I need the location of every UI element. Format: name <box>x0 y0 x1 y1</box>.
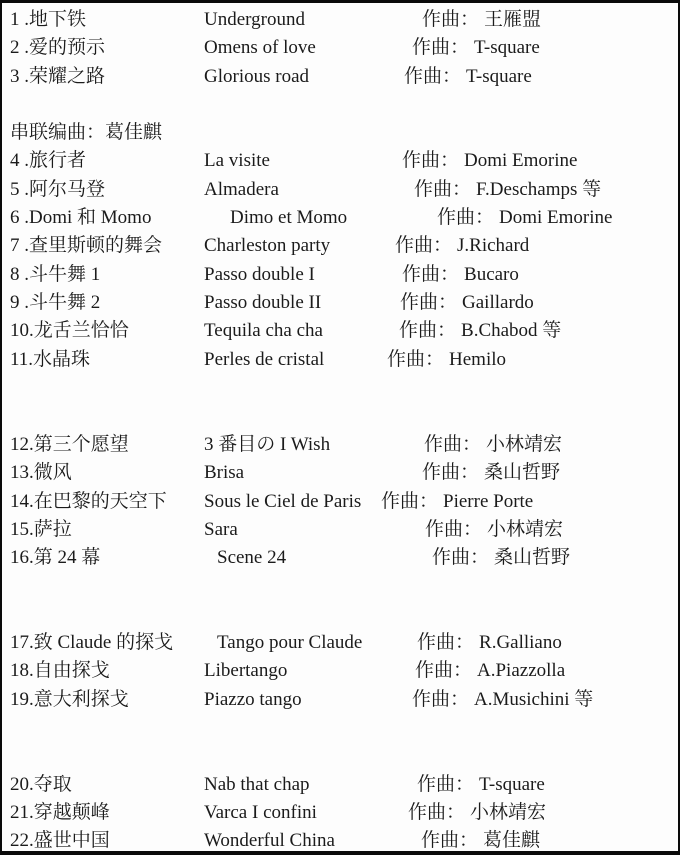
song-number-zh-title: 12.第三个愿望 <box>10 434 129 455</box>
song-row <box>2 176 678 204</box>
song-row <box>2 204 678 232</box>
composer-name: T-square <box>474 37 540 58</box>
song-number-zh-title: 16.第 24 幕 <box>10 547 101 568</box>
song-row <box>2 289 678 317</box>
composer-label: 作曲： <box>402 150 460 171</box>
song-row <box>2 34 678 62</box>
composer-label: 作曲： <box>387 349 445 370</box>
song-row <box>2 488 678 516</box>
composer-name: Domi Emorine <box>464 150 578 171</box>
composer-credit <box>412 34 540 62</box>
composer-label: 作曲： <box>417 774 475 795</box>
song-row <box>2 686 678 714</box>
composer-credit <box>400 289 534 317</box>
song-number-zh-title: 6 .Domi 和 Momo <box>10 207 152 228</box>
composer-name: Hemilo <box>449 349 507 370</box>
song-number-zh-title: 13.微风 <box>10 462 72 483</box>
composer-name: Gaillardo <box>462 292 534 313</box>
song-foreign-title: Charleston party <box>204 235 331 256</box>
song-row <box>2 317 678 345</box>
composer-name: Pierre Porte <box>443 491 534 512</box>
song-foreign-title: Dimo et Momo <box>230 207 348 228</box>
song-foreign-title: Wonderful China <box>204 830 335 851</box>
song-row <box>2 657 678 685</box>
song-number-zh-title: 20.夺取 <box>10 774 72 795</box>
composer-label: 作曲： <box>381 491 439 512</box>
composer-credit <box>414 176 601 204</box>
composer-name: R.Galliano <box>479 632 562 653</box>
composer-label: 作曲： <box>425 519 483 540</box>
composer-credit <box>415 657 565 685</box>
song-row <box>2 63 678 91</box>
song-number-zh-title: 11.水晶珠 <box>10 349 91 370</box>
composer-credit <box>395 232 529 260</box>
composer-label: 作曲： <box>408 802 466 823</box>
arranger-text: 串联编曲：葛佳麒 <box>10 122 163 143</box>
song-number-zh-title: 5 .阿尔马登 <box>10 179 106 200</box>
composer-name: T-square <box>479 774 545 795</box>
song-row <box>2 261 678 289</box>
song-row <box>2 346 678 374</box>
song-number-zh-title: 1 .地下铁 <box>10 9 87 30</box>
song-number-zh-title: 17.致 Claude 的探戈 <box>10 632 174 653</box>
composer-label: 作曲： <box>404 66 462 87</box>
composer-label: 作曲： <box>437 207 495 228</box>
composer-credit <box>404 63 532 91</box>
composer-name: F.Deschamps 等 <box>476 179 602 200</box>
song-foreign-title: Passo double I <box>204 264 315 285</box>
composer-label: 作曲： <box>415 660 473 681</box>
composer-label: 作曲： <box>412 37 470 58</box>
song-number-zh-title: 10.龙舌兰恰恰 <box>10 320 129 341</box>
song-number-zh-title: 22.盛世中国 <box>10 830 110 851</box>
song-foreign-title: Underground <box>204 9 305 30</box>
song-foreign-title: Sara <box>204 519 238 540</box>
song-foreign-title: Glorious road <box>204 66 310 87</box>
composer-name: 王雁盟 <box>484 9 542 30</box>
composer-credit <box>417 629 562 657</box>
composer-label: 作曲： <box>422 462 480 483</box>
composer-label: 作曲： <box>400 292 458 313</box>
song-foreign-title: Nab that chap <box>204 774 310 795</box>
composer-label: 作曲： <box>417 632 475 653</box>
song-foreign-title: Tango pour Claude <box>217 632 363 653</box>
song-foreign-title: Piazzo tango <box>204 689 302 710</box>
song-foreign-title: Tequila cha cha <box>204 320 323 341</box>
song-foreign-title: Passo double II <box>204 292 322 313</box>
composer-name: B.Chabod 等 <box>461 320 562 341</box>
composer-name: A.Musichini 等 <box>474 689 594 710</box>
composer-credit <box>417 771 545 799</box>
song-foreign-title: Perles de cristal <box>204 349 325 370</box>
composer-name: T-square <box>466 66 532 87</box>
composer-name: A.Piazzolla <box>477 660 566 681</box>
song-row <box>2 827 678 855</box>
composer-credit <box>425 516 563 544</box>
composer-name: Bucaro <box>464 264 519 285</box>
composer-credit <box>399 317 561 345</box>
song-row <box>2 771 678 799</box>
song-row <box>2 629 678 657</box>
composer-credit <box>422 6 541 34</box>
composer-name: 桑山哲野 <box>484 462 561 483</box>
song-number-zh-title: 18.自由探戈 <box>10 660 110 681</box>
song-foreign-title: Sous le Ciel de Paris <box>204 491 362 512</box>
composer-name: Domi Emorine <box>499 207 613 228</box>
composer-credit <box>402 147 577 175</box>
composer-name: J.Richard <box>457 235 530 256</box>
song-foreign-title: Almadera <box>204 179 279 200</box>
composer-name: 小林靖宏 <box>487 519 564 540</box>
composer-credit <box>387 346 506 374</box>
composer-label: 作曲： <box>395 235 453 256</box>
arranger-line <box>2 119 678 147</box>
song-number-zh-title: 8 .斗牛舞 1 <box>10 264 101 285</box>
song-foreign-title: Varca I confini <box>204 802 317 823</box>
composer-credit <box>422 459 560 487</box>
song-number-zh-title: 3 .荣耀之路 <box>10 66 106 87</box>
composer-credit <box>412 686 593 714</box>
song-number-zh-title: 21.穿越颠峰 <box>10 802 110 823</box>
composer-name: 小林靖宏 <box>470 802 547 823</box>
composer-credit <box>381 488 533 516</box>
composer-label: 作曲： <box>422 9 480 30</box>
composer-credit <box>402 261 519 289</box>
song-row <box>2 431 678 459</box>
song-row <box>2 544 678 572</box>
composer-label: 作曲： <box>432 547 490 568</box>
song-row <box>2 799 678 827</box>
composer-name: 葛佳麒 <box>483 830 541 851</box>
song-number-zh-title: 15.萨拉 <box>10 519 72 540</box>
composer-name: 桑山哲野 <box>494 547 571 568</box>
song-foreign-title: Scene 24 <box>217 547 287 568</box>
composer-credit <box>408 799 546 827</box>
composer-credit <box>421 827 540 855</box>
composer-credit <box>424 431 562 459</box>
song-number-zh-title: 14.在巴黎的天空下 <box>10 491 167 512</box>
composer-label: 作曲： <box>402 264 460 285</box>
composer-label: 作曲： <box>412 689 470 710</box>
song-number-zh-title: 4 .旅行者 <box>10 150 87 171</box>
composer-name: 小林靖宏 <box>486 434 563 455</box>
song-number-zh-title: 7 .查里斯顿的舞会 <box>10 235 163 256</box>
composer-credit <box>437 204 612 232</box>
song-row <box>2 516 678 544</box>
song-number-zh-title: 19.意大利探戈 <box>10 689 129 710</box>
song-foreign-title: Omens of love <box>204 37 316 58</box>
song-row <box>2 459 678 487</box>
song-row <box>2 147 678 175</box>
song-foreign-title: La visite <box>204 150 270 171</box>
composer-label: 作曲： <box>424 434 482 455</box>
song-row <box>2 6 678 34</box>
composer-label: 作曲： <box>421 830 479 851</box>
song-foreign-title: Brisa <box>204 462 245 483</box>
composer-credit <box>432 544 570 572</box>
composer-label: 作曲： <box>399 320 457 341</box>
song-row <box>2 232 678 260</box>
composer-label: 作曲： <box>414 179 472 200</box>
song-foreign-title: Libertango <box>204 660 288 681</box>
song-number-zh-title: 9 .斗牛舞 2 <box>10 292 101 313</box>
song-number-zh-title: 2 .爱的预示 <box>10 37 106 58</box>
song-foreign-title: 3 番目の I Wish <box>204 434 331 455</box>
